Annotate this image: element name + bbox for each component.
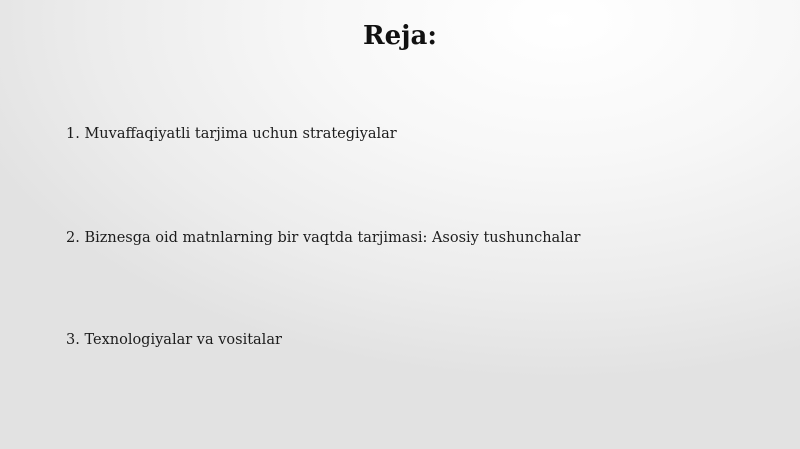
agenda-item-3: 3. Texnologiyalar va vositalar — [66, 332, 282, 348]
agenda-item-2: 2. Biznesga oid matnlarning bir vaqtda tarjimasi: Asosiy tushunchalar — [66, 230, 581, 246]
agenda-item-1: 1. Muvaffaqiyatli tarjima uchun strategiyalar — [66, 126, 397, 142]
slide-title: Reja: — [362, 21, 437, 51]
